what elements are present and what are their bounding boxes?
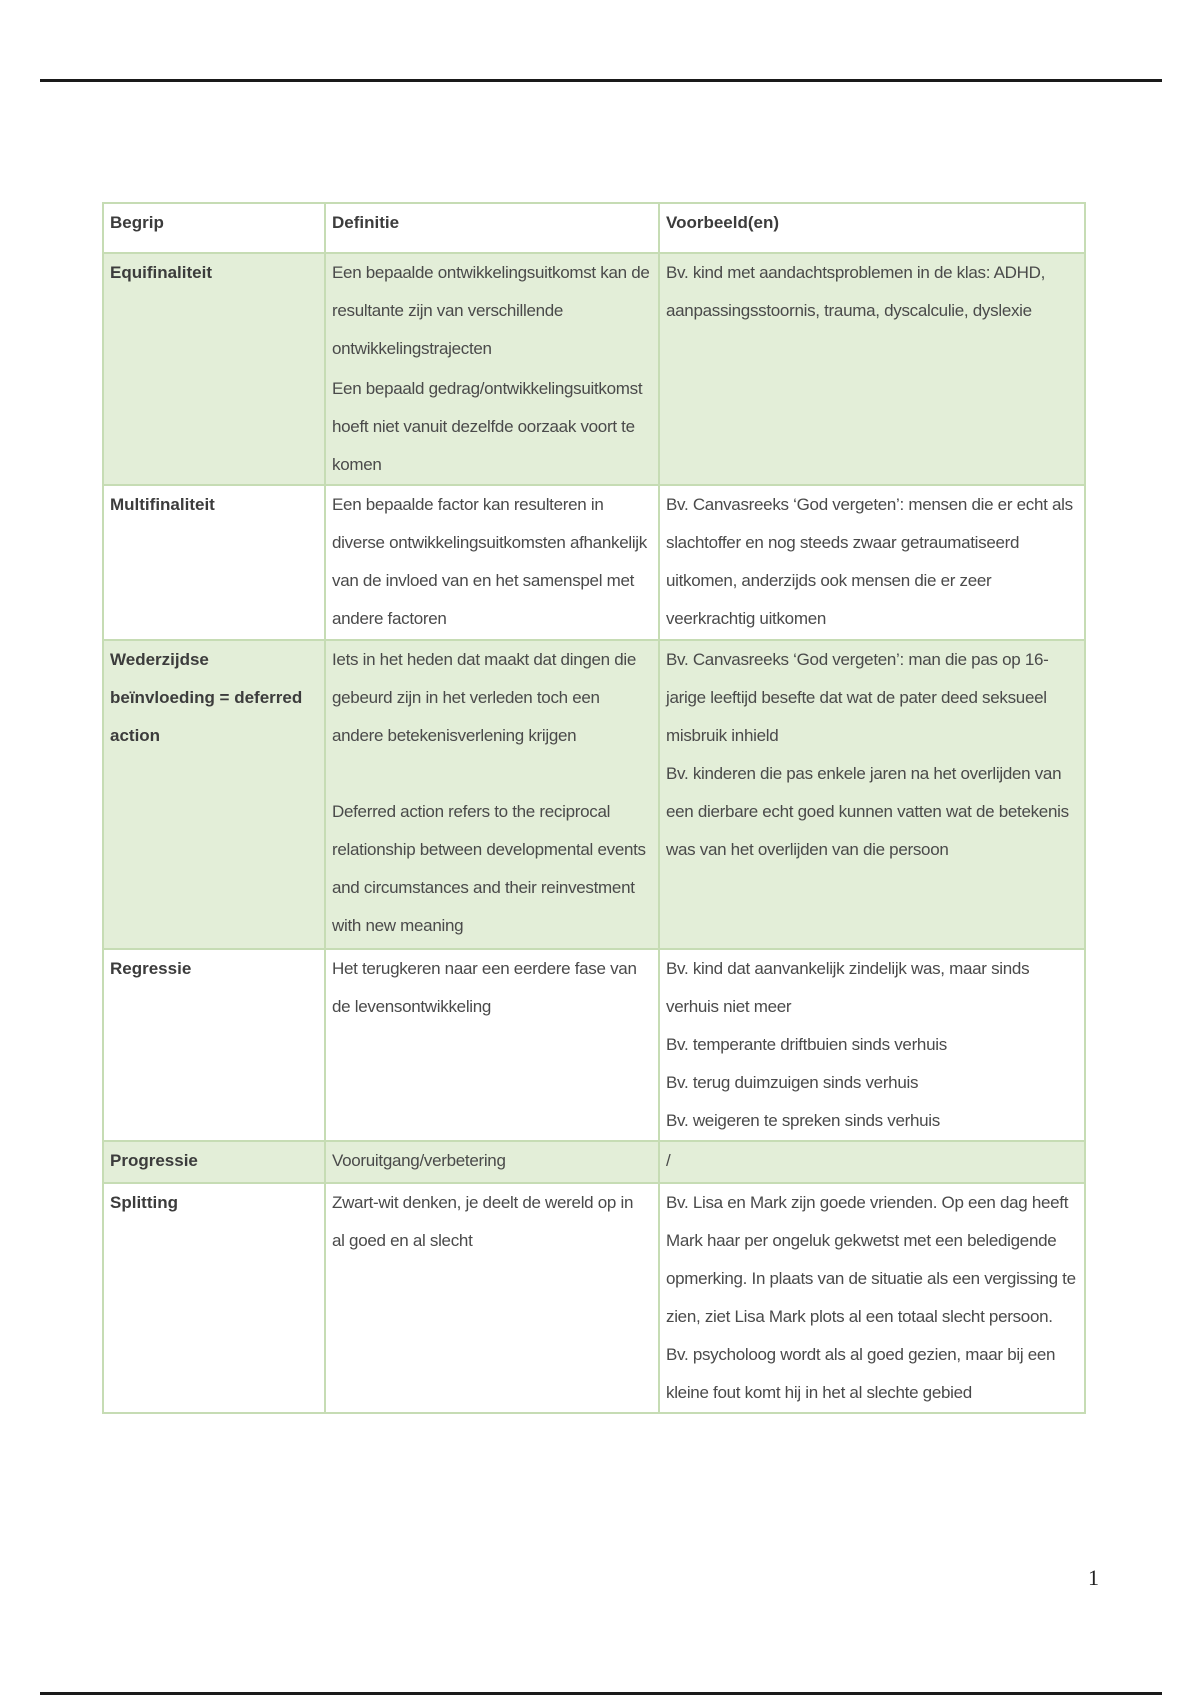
definition-text: Deferred action refers to the reciprocal relationship between developmental events and circumstances and their reinvestment with new meaning: [332, 802, 646, 935]
example-text: Bv. Canvasreeks ‘God vergeten’: mensen die er echt als slachtoffer en nog steeds zwaar getraumatiseerd uitkomen, anderzijds ook mensen die er zeer veerkrachtig uitkomen: [666, 495, 1073, 628]
definition-text: Een bepaalde factor kan resulteren in diverse ontwikkelingsuitkomsten afhankelijk van de invloed van en het samenspel met andere factoren: [332, 495, 647, 628]
definition-text: Een bepaald gedrag/ontwikkelingsuitkomst hoeft niet vanuit dezelfde oorzaak voort te komen: [332, 379, 643, 474]
table-row: [103, 1183, 1085, 1413]
term-cell: Progressie: [103, 1141, 325, 1183]
header-definitie: Definitie: [325, 203, 659, 253]
header-begrip: Begrip: [103, 203, 325, 253]
definition-cell: [325, 949, 659, 1141]
definition-cell: [325, 253, 659, 485]
example-text: Bv. kinderen die pas enkele jaren na het overlijden van een dierbare echt goed kunnen vatten wat de betekenis was van het overlijden van die persoon: [666, 764, 1069, 859]
term-cell: Regressie: [103, 949, 325, 1141]
page-number: 1: [1088, 1565, 1099, 1590]
term-cell: Splitting: [103, 1183, 325, 1413]
examples-cell: [659, 640, 1085, 949]
table-row: [103, 253, 1085, 485]
example-text: Bv. kind met aandachtsproblemen in de klas: ADHD, aanpassingsstoornis, trauma, dyscalculie, dyslexie: [666, 263, 1046, 320]
example-text: Bv. psycholoog wordt als al goed gezien, maar bij een kleine fout komt hij in het al slechte gebied: [666, 1345, 1056, 1402]
concepts-table: [102, 202, 1086, 1414]
term-cell: Multifinaliteit: [103, 485, 325, 640]
examples-cell: [659, 949, 1085, 1141]
definition-cell: [325, 640, 659, 949]
definition-cell: [325, 1183, 659, 1413]
example-text: /: [666, 1151, 671, 1170]
example-text: Bv. kind dat aanvankelijk zindelijk was, maar sinds verhuis niet meer: [666, 959, 1030, 1016]
definition-text: Iets in het heden dat maakt dat dingen die gebeurd zijn in het verleden toch een andere betekenisverlening krijgen: [332, 650, 637, 745]
example-text: Bv. temperante driftbuien sinds verhuis: [666, 1035, 947, 1054]
examples-cell: [659, 1141, 1085, 1183]
term-cell: Wederzijdse beïnvloeding = deferred action: [103, 640, 325, 949]
example-text: Bv. terug duimzuigen sinds verhuis: [666, 1073, 919, 1092]
table-row: [103, 485, 1085, 640]
examples-cell: [659, 485, 1085, 640]
definition-cell: [325, 1141, 659, 1183]
example-text: Bv. Lisa en Mark zijn goede vrienden. Op een dag heeft Mark haar per ongeluk gekwetst met een beledigende opmerking. In plaats van de situatie als een vergissing te zien, ziet Lisa Mark plots al een totaal slecht persoon.: [666, 1193, 1076, 1326]
header-rule: [40, 79, 1162, 82]
table-header-row: [103, 203, 1085, 253]
header-voorbeelden: Voorbeeld(en): [659, 203, 1085, 253]
table-row: [103, 640, 1085, 949]
table-row: [103, 1141, 1085, 1183]
term-cell: Equifinaliteit: [103, 253, 325, 485]
example-text: Bv. weigeren te spreken sinds verhuis: [666, 1111, 940, 1130]
definition-text: Zwart-wit denken, je deelt de wereld op in al goed en al slecht: [332, 1193, 634, 1250]
definition-cell: [325, 485, 659, 640]
definition-text: Een bepaalde ontwikkelingsuitkomst kan de resultante zijn van verschillende ontwikkelingstrajecten: [332, 263, 650, 358]
footer-rule: [40, 1692, 1162, 1695]
examples-cell: [659, 1183, 1085, 1413]
example-text: Bv. Canvasreeks ‘God vergeten’: man die pas op 16-jarige leeftijd besefte dat wat de pater deed seksueel misbruik inhield: [666, 650, 1049, 745]
examples-cell: [659, 253, 1085, 485]
table-row: [103, 949, 1085, 1141]
definition-text: Het terugkeren naar een eerdere fase van de levensontwikkeling: [332, 959, 637, 1016]
definition-text: Vooruitgang/verbetering: [332, 1151, 506, 1170]
